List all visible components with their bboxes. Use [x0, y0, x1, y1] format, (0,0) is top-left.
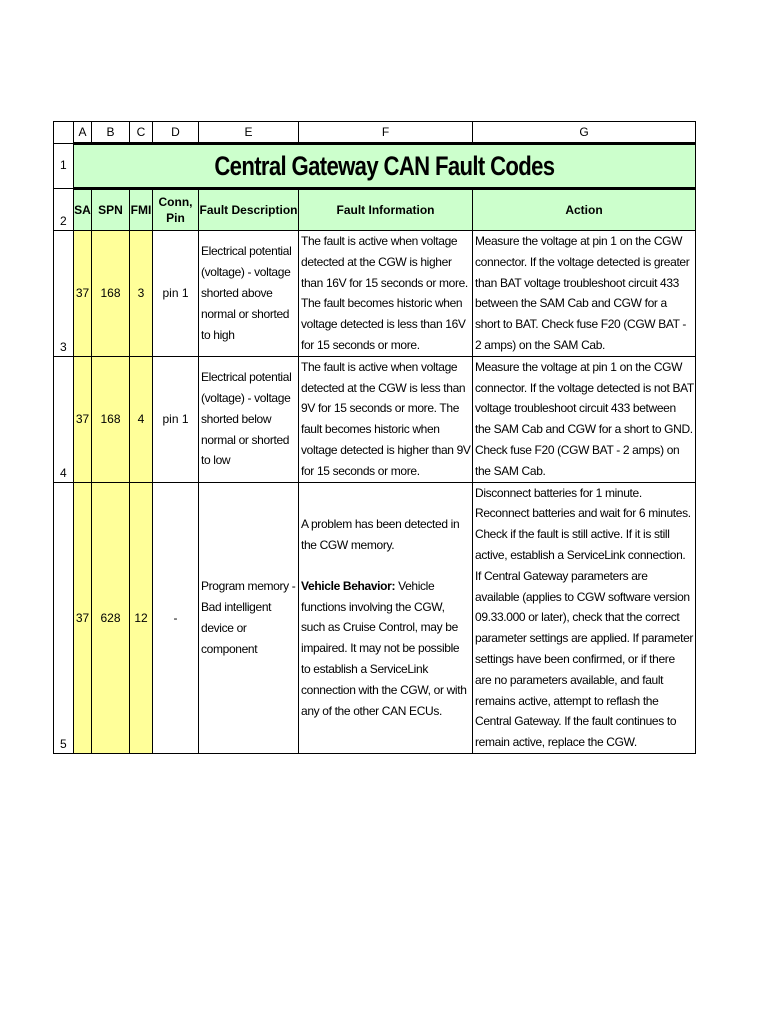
- column-letter: G: [473, 122, 696, 144]
- conn-pin-cell: pin 1: [153, 231, 199, 357]
- header-fault-information: Fault Information: [299, 189, 473, 231]
- action-cell: Measure the voltage at pin 1 on the CGW connector. If the voltage detected is not BAT voltage troubleshoot circuit 433 between the SAM Cab and CGW for a short to GND. Check fuse F20 (CGW BAT - 2 amps) on the SAM Cab.: [473, 356, 696, 482]
- row-number: 5: [54, 482, 74, 753]
- title-row: [54, 144, 696, 189]
- spn-cell: 168: [92, 231, 130, 357]
- conn-pin-cell: pin 1: [153, 356, 199, 482]
- sa-cell: 37: [74, 356, 92, 482]
- fault-description-cell: Electrical potential (voltage) - voltage shorted above normal or shorted to high: [199, 231, 299, 357]
- header-sa: SA: [74, 189, 92, 231]
- table-row: [54, 356, 696, 482]
- fault-information-cell: The fault is active when voltage detected at the CGW is higher than 16V for 15 seconds or more. The fault becomes historic when voltage detected is less than 16V for 15 seconds or more.: [299, 231, 473, 357]
- column-header-row: [54, 122, 696, 144]
- header-row: [54, 189, 696, 231]
- table-row: [54, 231, 696, 357]
- header-conn-pin: Conn, Pin: [153, 189, 199, 231]
- sa-cell: 37: [74, 231, 92, 357]
- action-cell: Measure the voltage at pin 1 on the CGW connector. If the voltage detected is greater than BAT voltage troubleshoot circuit 433 between the SAM Cab and CGW for a short to BAT. Check fuse F20 (CGW BAT - 2 amps) on the SAM Cab.: [473, 231, 696, 357]
- title-cell: [74, 144, 696, 189]
- fmi-cell: 4: [130, 356, 153, 482]
- spacer: [301, 556, 471, 576]
- vehicle-behavior-label: Vehicle Behavior:: [301, 578, 396, 593]
- table-row: [54, 482, 696, 753]
- spn-cell: 628: [92, 482, 130, 753]
- spn-cell: 168: [92, 356, 130, 482]
- row-number: 1: [54, 144, 74, 189]
- conn-pin-cell: -: [153, 482, 199, 753]
- row-number: 3: [54, 231, 74, 357]
- column-letter: A: [74, 122, 92, 144]
- column-letter: E: [199, 122, 299, 144]
- row-number: 4: [54, 356, 74, 482]
- sa-cell: 37: [74, 482, 92, 753]
- column-letter: B: [92, 122, 130, 144]
- column-letter: F: [299, 122, 473, 144]
- action-cell: Disconnect batteries for 1 minute. Reconnect batteries and wait for 6 minutes. Check if the fault is still active. If it is still active, establish a ServiceLink connection. If Central Gateway parameters are available (applies to CGW software version 09.33.000 or later), check that the correct parameter settings are applied. If parameter settings have been confirmed, or if there are no parameters available, and fault remains active, attempt to reflash the Central Gateway. If the fault continues to remain active, replace the CGW.: [473, 482, 696, 753]
- header-fault-description: Fault Description: [199, 189, 299, 231]
- fmi-cell: 12: [130, 482, 153, 753]
- header-action: Action: [473, 189, 696, 231]
- fmi-cell: 3: [130, 231, 153, 357]
- vehicle-behavior-text: Vehicle functions involving the CGW, such as Cruise Control, may be impaired. It may not be possible to establish a ServiceLink connection with the CGW, or with any of the other CAN ECUs.: [301, 578, 467, 718]
- column-letter: D: [153, 122, 199, 144]
- row-number: 2: [54, 189, 74, 231]
- fault-information-cell: The fault is active when voltage detected at the CGW is less than 9V for 15 seconds or more. The fault becomes historic when voltage detected is higher than 9V for 15 seconds or more.: [299, 356, 473, 482]
- header-spn: SPN: [92, 189, 130, 231]
- vehicle-behavior-paragraph: [301, 576, 471, 722]
- fault-code-table: [53, 121, 696, 754]
- fault-information-cell: [299, 482, 473, 753]
- page-title: Central Gateway CAN Fault Codes: [214, 150, 555, 181]
- header-fmi: FMI: [130, 189, 153, 231]
- column-letter: C: [130, 122, 153, 144]
- fault-information-text: A problem has been detected in the CGW memory.: [301, 517, 460, 552]
- fault-description-cell: Electrical potential (voltage) - voltage shorted below normal or shorted to low: [199, 356, 299, 482]
- fault-description-cell: Program memory - Bad intelligent device or component: [199, 482, 299, 753]
- corner-cell: [54, 122, 74, 144]
